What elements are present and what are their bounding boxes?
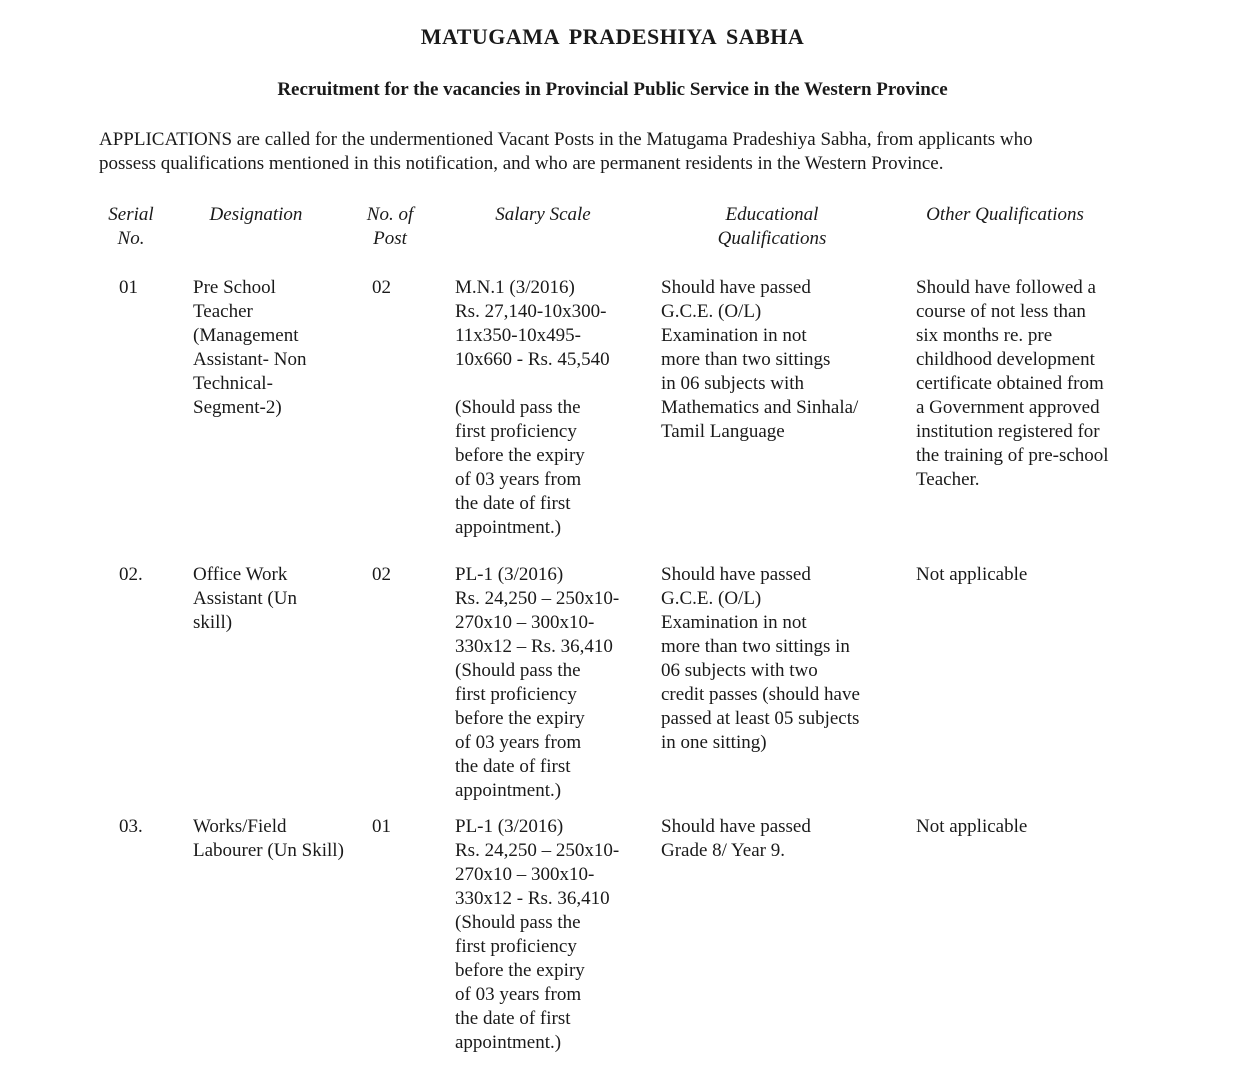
row-1-salary-line-2: Rs. 27,140-10x300- <box>455 301 607 322</box>
row-2-education-line-6: credit passes (should have <box>661 684 860 705</box>
intro-paragraph <box>99 128 1179 176</box>
row-2-posts <box>372 563 391 587</box>
row-1-education-line-1: Should have passed <box>661 277 811 298</box>
intro-line-2: possess qualifications mentioned in this notification, and who are permanent residents in the Western Province. <box>99 153 944 174</box>
row-1-salary-line-6: (Should pass the <box>455 397 581 418</box>
row-1-other-line-4: childhood development <box>916 349 1095 370</box>
row-2-serial-text: 02. <box>119 564 143 585</box>
row-1-salary-gap <box>455 372 610 396</box>
row-3-salary-line-9: the date of first <box>455 1008 571 1029</box>
row-2-salary-line-7: before the expiry <box>455 708 585 729</box>
row-2-salary-line-10: appointment.) <box>455 780 562 801</box>
row-1-salary-line-7: first proficiency <box>455 421 577 442</box>
row-3-other-line-1: Not applicable <box>916 816 1028 837</box>
row-1-salary <box>455 276 610 540</box>
row-2-other <box>916 563 1027 587</box>
row-2-salary-line-9: the date of first <box>455 756 571 777</box>
row-2-education <box>661 563 860 755</box>
header-salary-line-1: Salary Scale <box>495 204 591 225</box>
row-1-education-line-7: Tamil Language <box>661 421 785 442</box>
row-1-posts <box>372 276 391 300</box>
row-2-serial <box>119 563 143 587</box>
row-1-salary-line-10: the date of first <box>455 493 571 514</box>
intro-line-1: APPLICATIONS are called for the undermentioned Vacant Posts in the Matugama Pradeshiya Sabha, from applicants who <box>99 129 1033 150</box>
row-3-designation-line-1: Works/Field <box>193 816 287 837</box>
row-1-designation-line-5: Technical- <box>193 373 273 394</box>
row-1-salary-line-3: 11x350-10x495- <box>455 325 581 346</box>
row-1-other-line-7: institution registered for <box>916 421 1100 442</box>
row-1-salary-line-11: appointment.) <box>455 517 562 538</box>
row-3-salary-line-7: before the expiry <box>455 960 585 981</box>
header-education <box>682 203 862 251</box>
row-3-education-line-2: Grade 8/ Year 9. <box>661 840 786 861</box>
row-3-salary-line-1: PL-1 (3/2016) <box>455 816 564 837</box>
row-2-posts-text: 02 <box>372 564 391 585</box>
row-1-salary-line-8: before the expiry <box>455 445 585 466</box>
row-2-education-line-7: passed at least 05 subjects <box>661 708 860 729</box>
row-3-salary-line-10: appointment.) <box>455 1032 562 1053</box>
header-posts-line-2: Post <box>373 228 407 249</box>
row-1-designation <box>193 276 306 420</box>
row-1-other-line-9: Teacher. <box>916 469 980 490</box>
header-serial-line-2: No. <box>117 228 145 249</box>
row-3-designation <box>193 815 344 863</box>
row-1-designation-line-4: Assistant- Non <box>193 349 307 370</box>
row-1-posts-text: 02 <box>372 277 391 298</box>
row-1-other-line-1: Should have followed a <box>916 277 1096 298</box>
row-2-salary-line-4: 330x12 – Rs. 36,410 <box>455 636 613 657</box>
header-education-line-2: Qualifications <box>717 228 827 249</box>
row-1-other-line-5: certificate obtained from <box>916 373 1104 394</box>
row-1-other-line-8: the training of pre-school <box>916 445 1109 466</box>
row-1-designation-line-2: Teacher <box>193 301 253 322</box>
row-3-serial <box>119 815 143 839</box>
row-2-salary-line-8: of 03 years from <box>455 732 582 753</box>
row-1-education <box>661 276 858 444</box>
header-posts <box>350 203 430 251</box>
row-1-education-line-4: more than two sittings <box>661 349 831 370</box>
row-2-education-line-2: G.C.E. (O/L) <box>661 588 762 609</box>
row-3-other <box>916 815 1027 839</box>
row-1-other <box>916 276 1109 492</box>
row-3-designation-line-2: Labourer (Un Skill) <box>193 840 344 861</box>
header-other-line-1: Other Qualifications <box>926 204 1084 225</box>
row-2-designation-line-1: Office Work <box>193 564 288 585</box>
row-1-serial-text: 01 <box>119 277 138 298</box>
header-salary <box>473 203 613 227</box>
row-3-salary-line-3: 270x10 – 300x10- <box>455 864 595 885</box>
row-1-salary-line-4: 10x660 - Rs. 45,540 <box>455 349 610 370</box>
row-3-salary-line-4: 330x12 - Rs. 36,410 <box>455 888 610 909</box>
page-subtitle: Recruitment for the vacancies in Provincial Public Service in the Western Province <box>277 79 948 100</box>
header-serial <box>96 203 166 251</box>
row-3-education <box>661 815 811 863</box>
header-education-line-1: Educational <box>725 204 819 225</box>
row-3-serial-text: 03. <box>119 816 143 837</box>
row-2-salary <box>455 563 619 803</box>
row-3-salary <box>455 815 619 1055</box>
row-1-salary-line-1: M.N.1 (3/2016) <box>455 277 575 298</box>
row-3-salary-line-5: (Should pass the <box>455 912 581 933</box>
header-designation <box>186 203 326 227</box>
row-1-salary-line-9: of 03 years from <box>455 469 582 490</box>
row-1-education-line-5: in 06 subjects with <box>661 373 805 394</box>
header-serial-line-1: Serial <box>108 204 154 225</box>
row-2-education-line-4: more than two sittings in <box>661 636 850 657</box>
row-3-salary-line-8: of 03 years from <box>455 984 582 1005</box>
row-1-education-line-6: Mathematics and Sinhala/ <box>661 397 859 418</box>
row-2-education-line-5: 06 subjects with two <box>661 660 818 681</box>
row-3-education-line-1: Should have passed <box>661 816 811 837</box>
row-2-salary-line-6: first proficiency <box>455 684 577 705</box>
row-1-other-line-3: six months re. pre <box>916 325 1053 346</box>
row-1-education-line-3: Examination in not <box>661 325 807 346</box>
row-3-posts <box>372 815 391 839</box>
row-1-other-line-6: a Government approved <box>916 397 1100 418</box>
row-1-education-line-2: G.C.E. (O/L) <box>661 301 762 322</box>
row-3-salary-line-6: first proficiency <box>455 936 577 957</box>
row-1-other-line-2: course of not less than <box>916 301 1086 322</box>
row-1-designation-line-6: Segment-2) <box>193 397 282 418</box>
row-3-salary-line-2: Rs. 24,250 – 250x10- <box>455 840 620 861</box>
row-3-posts-text: 01 <box>372 816 391 837</box>
row-2-other-line-1: Not applicable <box>916 564 1028 585</box>
row-2-designation-line-3: skill) <box>193 612 233 633</box>
header-other <box>910 203 1100 227</box>
page-title: MATUGAMA PRADESHIYA SABHA <box>420 24 805 49</box>
row-2-designation-line-2: Assistant (Un <box>193 588 297 609</box>
row-2-salary-line-5: (Should pass the <box>455 660 581 681</box>
row-2-salary-line-3: 270x10 – 300x10- <box>455 612 595 633</box>
header-posts-line-1: No. of <box>366 204 414 225</box>
row-2-education-line-8: in one sitting) <box>661 732 767 753</box>
row-2-salary-line-2: Rs. 24,250 – 250x10- <box>455 588 620 609</box>
row-2-salary-line-1: PL-1 (3/2016) <box>455 564 564 585</box>
row-2-designation <box>193 563 297 635</box>
row-2-education-line-3: Examination in not <box>661 612 807 633</box>
row-2-education-line-1: Should have passed <box>661 564 811 585</box>
header-designation-line-1: Designation <box>209 204 303 225</box>
row-1-designation-line-3: (Management <box>193 325 299 346</box>
row-1-serial <box>119 276 138 300</box>
row-1-designation-line-1: Pre School <box>193 277 276 298</box>
